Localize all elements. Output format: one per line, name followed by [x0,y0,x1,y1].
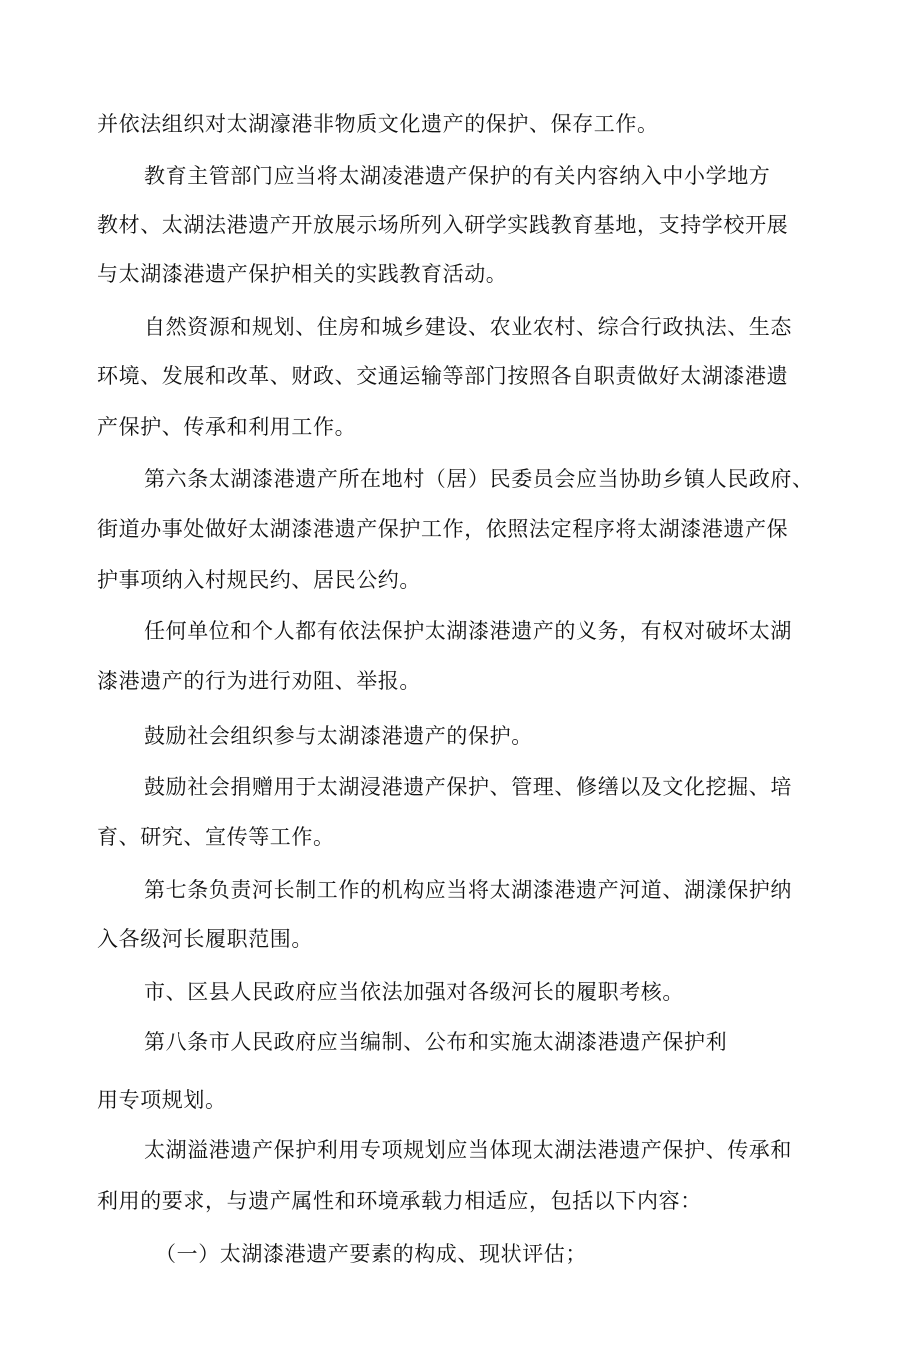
text-line: （一）太湖漆港遗产要素的构成、现状评估； [155,1242,587,1266]
text-line: 鼓励社会组织参与太湖漆港遗产的保护。 [144,724,533,748]
text-line: 第七条负责河长制工作的机构应当将太湖漆港遗产河道、湖漾保护纳 [144,878,792,902]
text-line: 护事项纳入村规民约、居民公约。 [97,568,421,592]
text-line: 入各级河长履职范围。 [97,927,313,951]
text-line: 环境、发展和改革、财政、交通运输等部门按照各自职责做好太湖漆港遗 [97,364,789,388]
text-line: 育、研究、宣传等工作。 [97,825,335,849]
text-line: 第八条市人民政府应当编制、公布和实施太湖漆港遗产保护利 [144,1030,728,1054]
text-line: 太湖溢港遗产保护利用专项规划应当体现太湖法港遗产保护、传承和 [144,1138,792,1162]
text-line: 教材、太湖法港遗产开放展示场所列入研学实践教育基地，支持学校开展 [97,213,789,237]
text-line: 并依法组织对太湖濠港非物质文化遗产的保护、保存工作。 [97,112,659,136]
text-line: 利用的要求，与遗产属性和环境承载力相适应，包括以下内容： [97,1189,702,1213]
text-line: 用专项规划。 [97,1088,227,1112]
text-line: 街道办事处做好太湖漆港遗产保护工作，依照法定程序将太湖漆港遗产保 [97,517,789,541]
text-line: 产保护、传承和利用工作。 [97,415,357,439]
text-line: 自然资源和规划、住房和城乡建设、农业农村、综合行政执法、生态 [144,315,792,339]
text-line: 市、区县人民政府应当依法加强对各级河长的履职考核。 [144,980,684,1004]
text-line: 与太湖漆港遗产保护相关的实践教育活动。 [97,262,508,286]
text-line: 教育主管部门应当将太湖凌港遗产保护的有关内容纳入中小学地方 [144,164,771,188]
text-line: 任何单位和个人都有依法保护太湖漆港遗产的义务，有权对破坏太湖 [144,619,792,643]
text-line: 鼓励社会捐赠用于太湖浸港遗产保护、管理、修缮以及文化挖掘、培 [144,775,792,799]
text-line: 漆港遗产的行为进行劝阻、举报。 [97,669,421,693]
text-line: 第六条太湖漆港遗产所在地村（居）民委员会应当协助乡镇人民政府、 [144,467,814,491]
